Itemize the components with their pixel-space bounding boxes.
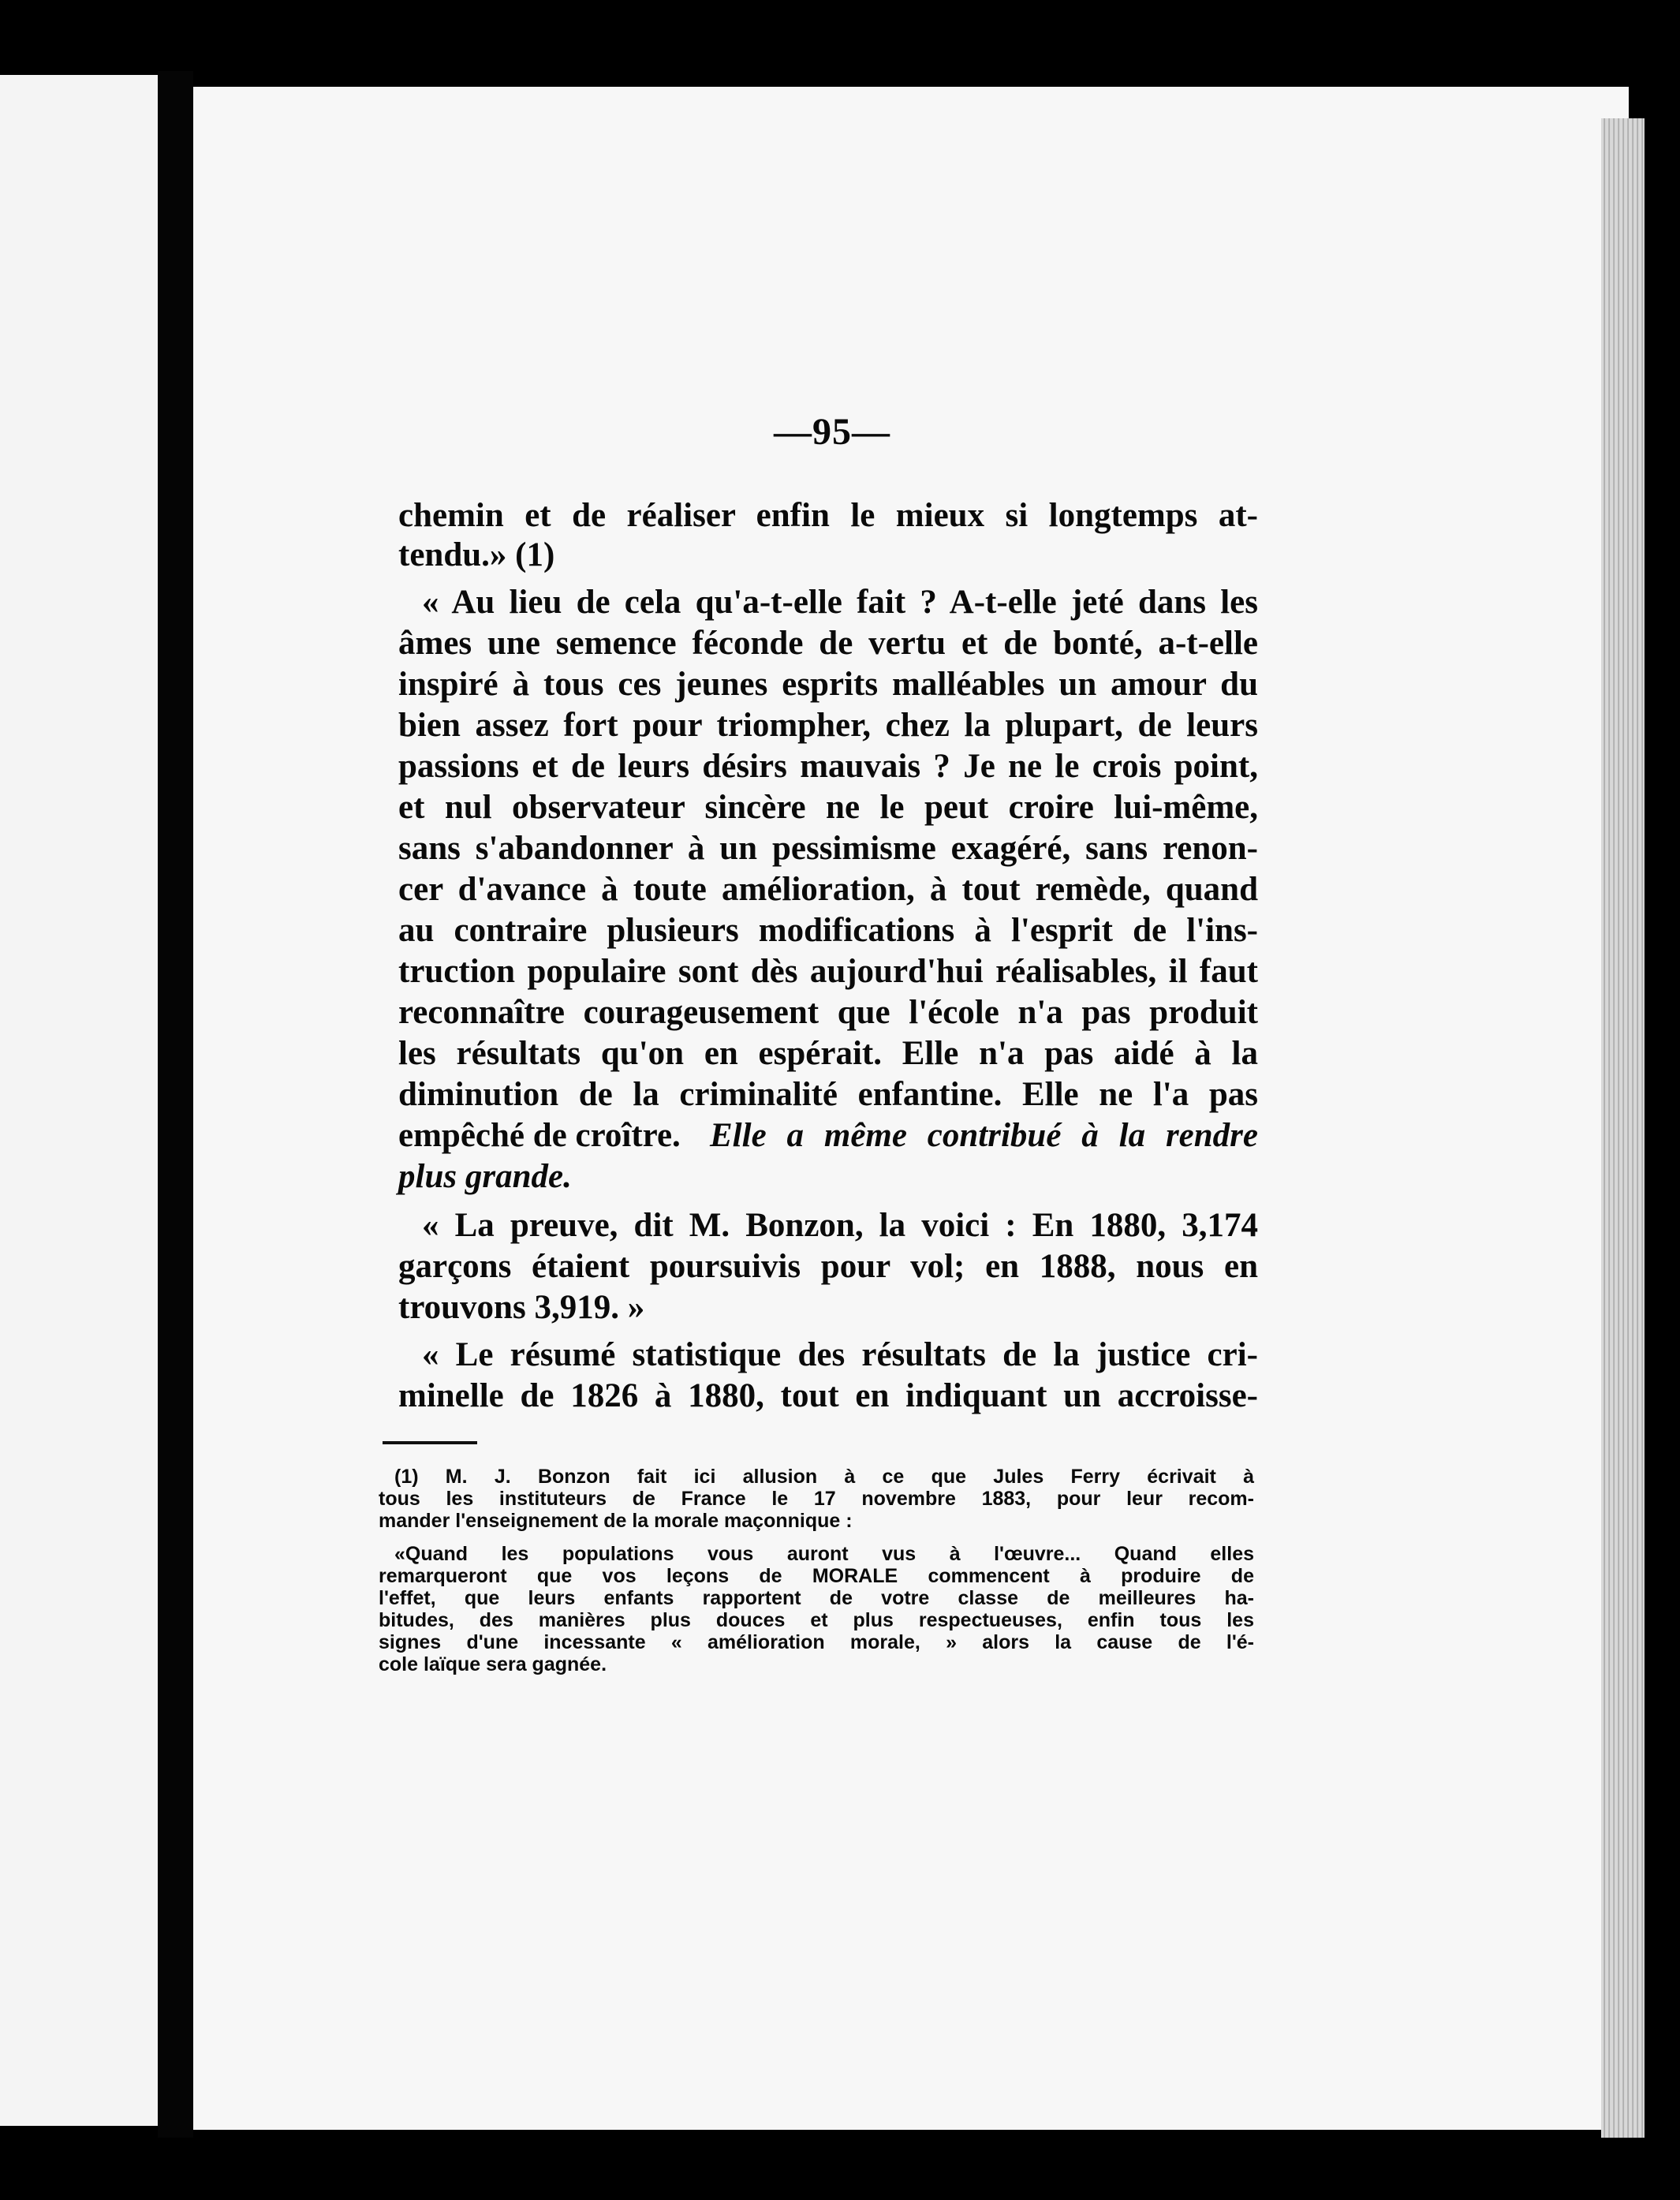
page-stack-edge — [1601, 118, 1645, 2138]
footnote-line: tous les instituteurs de France le 17 novembre 1883, pour leur recom- — [379, 1488, 1254, 1510]
body-line: truction populaire sont dès aujourd'hui réalisables, il faut — [398, 953, 1258, 990]
body-line: au contraire plusieurs modifications à l'esprit de l'ins- — [398, 912, 1258, 949]
body-line: « Le résumé statistique des résultats de la justice cri- — [422, 1336, 1258, 1373]
body-line: âmes une semence féconde de vertu et de bonté, a-t-elle — [398, 625, 1258, 662]
body-line: sans s'abandonner à un pessimisme exagéré, sans renon- — [398, 830, 1258, 867]
body-line: reconnaître courageusement que l'école n'a pas produit — [398, 994, 1258, 1031]
body-line: inspiré à tous ces jeunes esprits malléables un amour du — [398, 666, 1258, 703]
footnote-line: bitudes, des manières plus douces et plus respectueuses, enfin tous les — [379, 1609, 1254, 1631]
body-line: « La preuve, dit M. Bonzon, la voici : En 1880, 3,174 — [422, 1207, 1258, 1244]
body-line: chemin et de réaliser enfin le mieux si longtemps at- — [398, 497, 1258, 534]
body-line: garçons étaient poursuivis pour vol; en 1888, nous en — [398, 1248, 1258, 1285]
footnote-line: mander l'enseignement de la morale maçonnique : — [379, 1510, 853, 1532]
body-line-italic: Elle a même contribué à la rendre — [710, 1117, 1258, 1154]
footnote-line: «Quand les populations vous auront vus à l'œuvre... Quand elles — [394, 1543, 1254, 1565]
footnote-line: l'effet, que leurs enfants rapportent de votre classe de meilleures ha- — [379, 1587, 1254, 1609]
body-line: diminution de la criminalité enfantine. Elle ne l'a pas — [398, 1076, 1258, 1113]
body-line: tendu.» (1) — [398, 536, 555, 573]
body-line: bien assez fort pour triompher, chez la plupart, de leurs — [398, 707, 1258, 744]
footnote-line: signes d'une incessante « amélioration morale, » alors la cause de l'é- — [379, 1631, 1254, 1653]
body-line: « Au lieu de cela qu'a-t-elle fait ? A-t-elle jeté dans les — [422, 584, 1258, 621]
footnote-rule — [383, 1441, 477, 1444]
page-number: —95— — [774, 411, 890, 453]
body-line: cer d'avance à toute amélioration, à tout remède, quand — [398, 871, 1258, 908]
body-line-italic: plus grande. — [398, 1158, 572, 1195]
body-line: passions et de leurs désirs mauvais ? Je ne le crois point, — [398, 748, 1258, 785]
footnote-line: remarqueront que vos leçons de MORALE commencent à produire de — [379, 1565, 1254, 1587]
footnote-line: cole laïque sera gagnée. — [379, 1653, 607, 1675]
body-line: et nul observateur sincère ne le peut croire lui-même, — [398, 789, 1258, 826]
book-gutter — [158, 71, 193, 2138]
body-line: minelle de 1826 à 1880, tout en indiquant un accroisse- — [398, 1377, 1258, 1414]
body-line: empêché de croître. — [398, 1117, 681, 1154]
body-line: trouvons 3,919. » — [398, 1289, 645, 1326]
left-page-edge — [0, 75, 158, 2126]
footnote-line: (1) M. J. Bonzon fait ici allusion à ce que Jules Ferry écrivait à — [394, 1466, 1254, 1488]
body-line: les résultats qu'on en espérait. Elle n'a pas aidé à la — [398, 1035, 1258, 1072]
